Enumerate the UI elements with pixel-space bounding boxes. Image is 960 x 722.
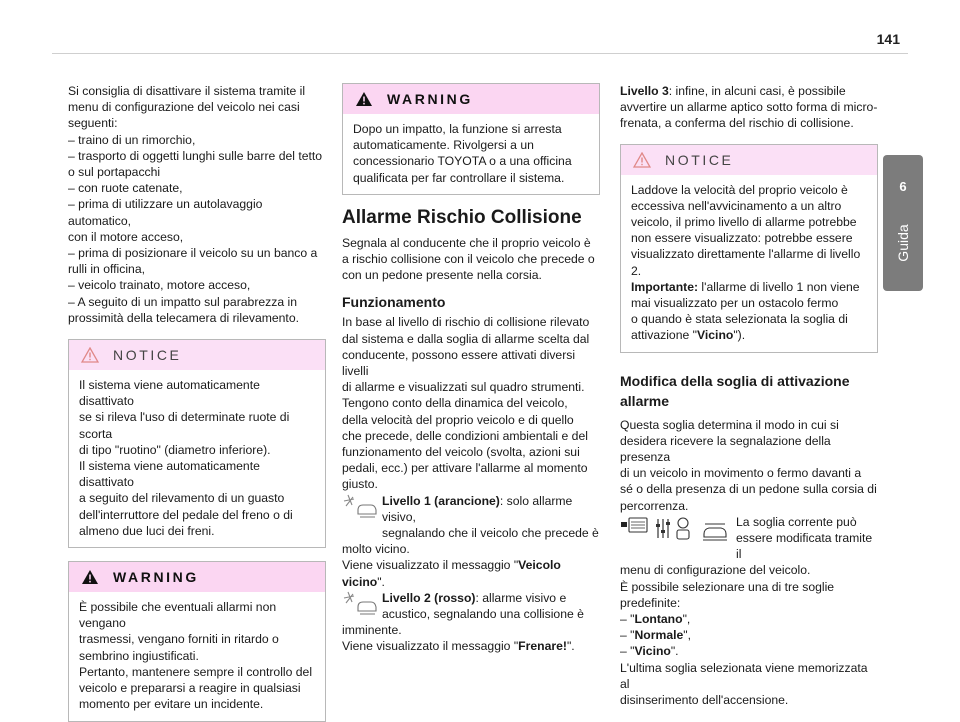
option-label: Lontano <box>634 612 683 627</box>
level-1-line2: segnalando che il veicolo che precede è <box>382 526 599 541</box>
text-line: sé o della presenza di un pedone sulla corsia di <box>620 482 877 497</box>
notice-line: o quando è stata selezionata la soglia di <box>631 312 848 327</box>
text-line: o sul portapacchi <box>68 165 161 180</box>
option-prefix: – " <box>620 644 635 659</box>
icons-caption <box>736 514 878 563</box>
text-line: – A seguito di un impatto sul parabrezza in <box>68 294 297 309</box>
text-line: Questa soglia determina il modo in cui si <box>620 417 839 432</box>
level-1-text: : solo allarme visivo, <box>382 493 573 524</box>
notice-title: NOTICE <box>113 346 182 363</box>
level-2-message-prefix: Viene visualizzato il messaggio " <box>342 639 519 654</box>
option-prefix: – " <box>620 612 635 627</box>
notice-line: mai visualizzato per un ostacolo fermo <box>631 296 839 311</box>
column-1 <box>68 83 326 722</box>
text-line: menu di configurazione del veicolo. <box>620 563 811 578</box>
column-2 <box>342 83 600 655</box>
notice-line: dell'interruttore del pedale del freno o di <box>79 507 293 522</box>
notice-box <box>68 339 326 548</box>
text-line: della velocità del proprio veicolo e di quello <box>342 412 574 427</box>
notice-line: eccessiva nell'avvicinamento a un altro <box>631 198 842 213</box>
column-3 <box>620 83 878 708</box>
intro-text <box>68 83 326 326</box>
caution-triangle-icon <box>81 347 99 363</box>
text-line: seguenti: <box>68 116 118 131</box>
warning-line: sembrino ingiustificati. <box>79 648 199 663</box>
notice-line: Il sistema viene automaticamente disattivato <box>79 459 260 490</box>
warning-body <box>343 114 599 194</box>
level-3-title: Livello 3 <box>620 84 669 98</box>
option-prefix: – " <box>620 628 635 643</box>
text-line: In base al livello di rischio di collisione rilevato <box>342 315 590 330</box>
text-line: disinserimento dell'accensione. <box>620 693 789 708</box>
level-2-line3: imminente. <box>342 623 402 638</box>
icons-caption-2: essere modificata tramite il <box>736 531 873 562</box>
option-suffix: ", <box>683 628 691 643</box>
icons-caption-1: La soglia corrente può <box>736 514 857 529</box>
collision-alert-red-icon <box>342 590 380 616</box>
after-icons-text <box>620 562 878 611</box>
level-3-text-2: avvertire un allarme aptico sotto forma di micro- <box>620 100 878 115</box>
option-label: Normale <box>634 628 684 643</box>
threshold-option <box>620 627 878 643</box>
text-line: – prima di posizionare il veicolo su un banco a <box>68 246 318 261</box>
important-text: l'allarme di livello 1 non viene <box>698 279 860 294</box>
section-heading: Modifica della soglia di attivazione allarme <box>620 372 850 409</box>
notice-header <box>69 340 325 370</box>
notice-line: visualizzato direttamente l'allarme di livello 2. <box>631 247 861 278</box>
notice-line: di tipo "ruotino" (diametro inferiore). <box>79 442 271 457</box>
text-line: L'ultima soglia selezionata viene memorizzata al <box>620 660 868 691</box>
text-line: che precede, delle condizioni ambientali e del <box>342 428 588 443</box>
warning-line: trasmessi, vengano forniti in ritardo o <box>79 632 279 647</box>
level-2-message-value: Frenare! <box>518 639 567 654</box>
level-1-message-value: Veicolo vicino <box>342 558 561 589</box>
header-rule <box>52 53 908 54</box>
last-line-value: Vicino <box>696 328 734 343</box>
text-line: – traino di un rimorchio, <box>68 132 196 147</box>
warning-line: momento per evitare un incidente. <box>79 697 264 712</box>
text-line: Tengono conto della dinamica del veicolo, <box>342 396 568 411</box>
level-1-message-prefix: Viene visualizzato il messaggio " <box>342 558 519 573</box>
level-1-item <box>342 493 600 542</box>
text-line: È possibile selezionare una di tre soglie <box>620 579 835 594</box>
subsection-body <box>342 314 600 492</box>
notice-body <box>69 370 325 547</box>
important-label: Importante: <box>631 279 699 294</box>
warning-line: veicolo e prepararsi a reagire in qualsiasi <box>79 681 301 696</box>
notice-title: NOTICE <box>665 151 734 168</box>
important-lines <box>631 295 867 327</box>
section-heading: Allarme Rischio Collisione <box>342 206 582 228</box>
warning-header <box>343 84 599 114</box>
threshold-options <box>620 611 878 660</box>
notice-important <box>631 279 867 295</box>
text-line: – con ruote catenate, <box>68 181 183 196</box>
level-1-message <box>342 557 600 589</box>
notice-body <box>621 175 877 352</box>
level-1-title: Livello 1 (arancione) <box>382 493 500 508</box>
last-line-suffix: "). <box>733 328 746 343</box>
text-line: – prima di utilizzare un autolavaggio automatico, <box>68 197 263 228</box>
notice-last-line <box>631 327 867 343</box>
display-screen-icon <box>620 516 650 536</box>
settings-car-menu-icon <box>654 516 696 542</box>
notice-line: veicolo, il primo livello di allarme potrebbe <box>631 215 857 230</box>
warning-triangle-icon <box>81 569 99 585</box>
threshold-option <box>620 611 878 627</box>
threshold-option <box>620 643 878 659</box>
warning-title: WARNING <box>113 568 199 585</box>
chapter-label: Guida <box>895 224 911 262</box>
notice-line: non essere visualizzato: potrebbe essere <box>631 231 853 246</box>
notice-line: Il sistema viene automaticamente disattivato <box>79 378 260 409</box>
text-line: giusto. <box>342 477 378 492</box>
text-line: rulli in officina, <box>68 262 145 277</box>
text-line: desidera ricevere la segnalazione della presenza <box>620 433 831 465</box>
level-2-item <box>342 590 600 622</box>
level-1-message-suffix: ". <box>377 574 385 589</box>
text-line: Si consiglia di disattivare il sistema tramite il <box>68 84 306 98</box>
level-2-text: : allarme visivo e <box>475 590 567 605</box>
text-line: – veicolo trainato, motore acceso, <box>68 278 251 293</box>
text-line: percorrenza. <box>620 498 689 513</box>
text-line: con il motore acceso, <box>68 229 184 244</box>
level-2-line2: acustico, segnalando una collisione è <box>382 607 584 622</box>
level-3-text-1: : infine, in alcuni casi, è possibile <box>668 84 846 98</box>
warning-body <box>69 592 325 720</box>
level-3-text-3: frenata, a conferma del rischio di collisione. <box>620 116 854 131</box>
option-suffix: ". <box>670 644 679 659</box>
warning-box <box>342 83 600 195</box>
closing-text <box>620 660 878 709</box>
text-line: a rischio collisione con il veicolo che precede o <box>342 252 595 267</box>
option-label: Vicino <box>634 644 671 659</box>
text-line: Segnala al conducente che il proprio veicolo è <box>342 235 591 250</box>
notice-line: a seguito del rilevamento di un guasto <box>79 491 285 506</box>
warning-box <box>68 561 326 721</box>
warning-line: È possibile che eventuali allarmi non vengano <box>79 600 277 631</box>
section-intro <box>342 235 600 284</box>
notice-line: almeno due luci dei freni. <box>79 523 215 538</box>
warning-line: qualificata per far controllare il sistema. <box>353 170 565 185</box>
notice-lines <box>631 182 867 279</box>
text-line: menu di configurazione del veicolo nei casi <box>68 100 300 115</box>
notice-line: Laddove la velocità del proprio veicolo è <box>631 182 848 197</box>
text-line: predefinite: <box>620 595 681 610</box>
section-body <box>620 417 878 514</box>
collision-alert-orange-icon <box>342 493 380 519</box>
level-2-message-suffix: ". <box>566 639 575 654</box>
last-line-prefix: attivazione " <box>631 328 697 343</box>
warning-header <box>69 562 325 592</box>
notice-header <box>621 145 877 175</box>
level-3-text <box>620 83 878 132</box>
level-2-title: Livello 2 (rosso) <box>382 590 476 605</box>
text-line: – trasporto di oggetti lunghi sulle barre del tetto <box>68 148 323 163</box>
warning-line: concessionario TOYOTA o a una officina <box>353 154 572 169</box>
warning-triangle-icon <box>355 91 373 107</box>
option-suffix: ", <box>682 612 691 627</box>
notice-line: se si rileva l'uso di determinate ruote di scorta <box>79 410 290 441</box>
settings-icons-row <box>620 516 878 563</box>
subsection-heading: Funzionamento <box>342 294 446 311</box>
level-2-message <box>342 638 600 654</box>
page-number: 141 <box>876 31 900 47</box>
car-distance-icon <box>700 516 730 542</box>
text-line: conducente, possono essere attivati diversi livelli <box>342 347 576 379</box>
text-line: di allarme e visualizzati sul quadro strumenti. <box>342 380 585 395</box>
warning-line: Dopo un impatto, la funzione si arresta <box>353 122 562 136</box>
warning-line: automaticamente. Rivolgersi a un <box>353 138 534 153</box>
warning-line: Pertanto, mantenere sempre il controllo del <box>79 664 313 679</box>
text-line: pedali, ecc.) per attivare l'allarme al momento <box>342 461 588 476</box>
text-line: prossimità della telecamera di rilevamento. <box>68 310 299 325</box>
text-line: funzionamento del veicolo (svolta, azioni sui <box>342 445 580 460</box>
text-line: di un veicolo in movimento o fermo davanti a <box>620 466 862 481</box>
warning-title: WARNING <box>387 90 473 107</box>
caution-triangle-icon <box>633 152 651 168</box>
chapter-tab <box>883 155 923 291</box>
text-line: dal sistema e dalla soglia di allarme scelta dal <box>342 331 590 346</box>
chapter-number: 6 <box>899 179 907 194</box>
level-1-line3: molto vicino. <box>342 542 410 557</box>
notice-box <box>620 144 878 353</box>
text-line: con un pedone presente nella corsia. <box>342 268 542 283</box>
